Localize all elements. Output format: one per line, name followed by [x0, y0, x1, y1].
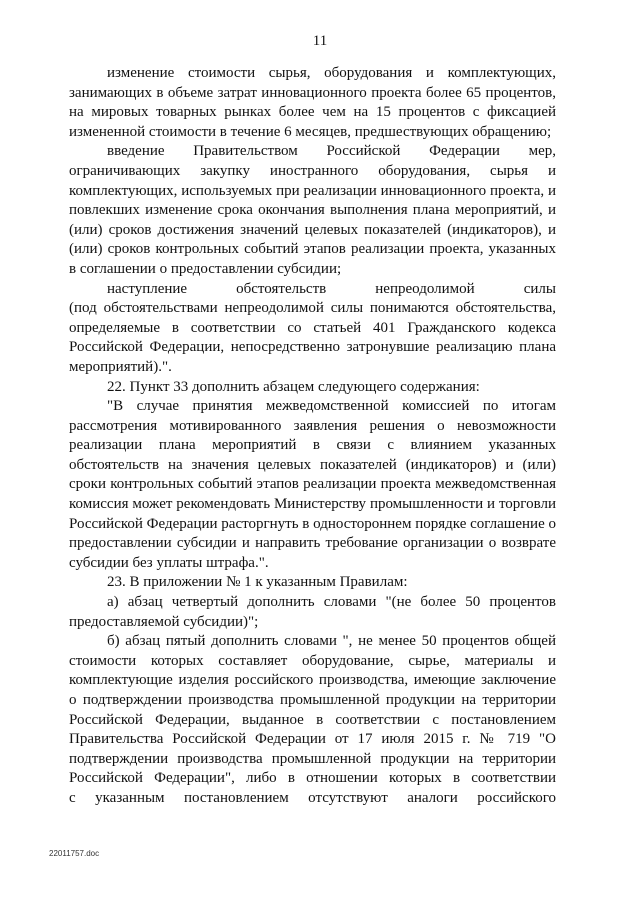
paragraph-government-measures: введение Правительством Российской Федерации мер, ограничивающих закупку иностранного оборудования, сырья и комплектующих, используемых при реализации инновационного проекта, и повлекших изменение срока окончания выполнения плана мероприятий, и (или) сроков достижения значений целевых показателей (индикаторов), и (или) сроков контрольных событий этапов реализации проекта, указанных в соглашении о предоставлении субсидии;	[69, 143, 556, 277]
item-23-b-body: б) абзац пятый дополнить словами ", не менее 50 процентов общей стоимости которых составляет оборудование, сырье, материалы и комплектующие изделия российского производства, имеющие заключение о подтверждении производства промышленной продукции на территории Российской Федерации, выданное в соответствии с постановлением Правительства Российской Федерации от 17 июля 2015 г. № 719 "О подтверждении производства промышленной продукции на территории Российской Федерации", либо в отношении которых в соответствии	[69, 633, 556, 787]
paragraph-item-23-b	[69, 632, 556, 808]
page-number: 11	[312, 33, 328, 49]
paragraph-item-22: 22. Пункт 33 дополнить абзацем следующего содержания:	[107, 378, 480, 395]
force-majeure-first-line: наступление обстоятельств непреодолимой силы	[107, 280, 556, 297]
paragraph-item-22-quote: "В случае принятия межведомственной комиссией по итогам рассмотрения мотивированного заявления решения о невозможности реализации плана мероприятий в связи с влиянием указанных обстоятельств на значения целевых показателей (индикаторов) и (или) сроки контрольных событий этапов реализации проекта межведомственная комиссия может рекомендовать Министерству промышленности и торговли Российской Федерации расторгнуть в одностороннем порядке соглашение о предоставлении субсидии и направить требование организации о возврате субсидии без уплаты штрафа.".	[69, 398, 556, 571]
paragraph-item-23-a: а) абзац четвертый дополнить словами "(не более 50 процентов предоставляемой субсидии)";	[69, 594, 556, 630]
paragraph-item-23: 23. В приложении № 1 к указанным Правилам:	[107, 574, 408, 591]
paragraph-force-majeure	[69, 280, 556, 378]
document-body	[69, 64, 556, 809]
force-majeure-rest: (под обстоятельствами непреодолимой силы понимаются обстоятельства, определяемые в соответствии со статьей 401 Гражданского кодекса Российской Федерации, непосредственно затронувшие реализацию плана мероприятий).".	[69, 300, 556, 375]
footer-file-name: 22011757.doc	[49, 849, 100, 858]
item-23-b-last-line: с указанным постановлением отсутствуют аналоги российского	[69, 789, 556, 806]
paragraph-price-change: изменение стоимости сырья, оборудования и комплектующих, занимающих в объеме затрат инновационного проекта более 65 процентов, на мировых товарных рынках более чем на 15 процентов с фиксацией измененной стоимости в течение 6 месяцев, предшествующих обращению;	[69, 65, 556, 140]
